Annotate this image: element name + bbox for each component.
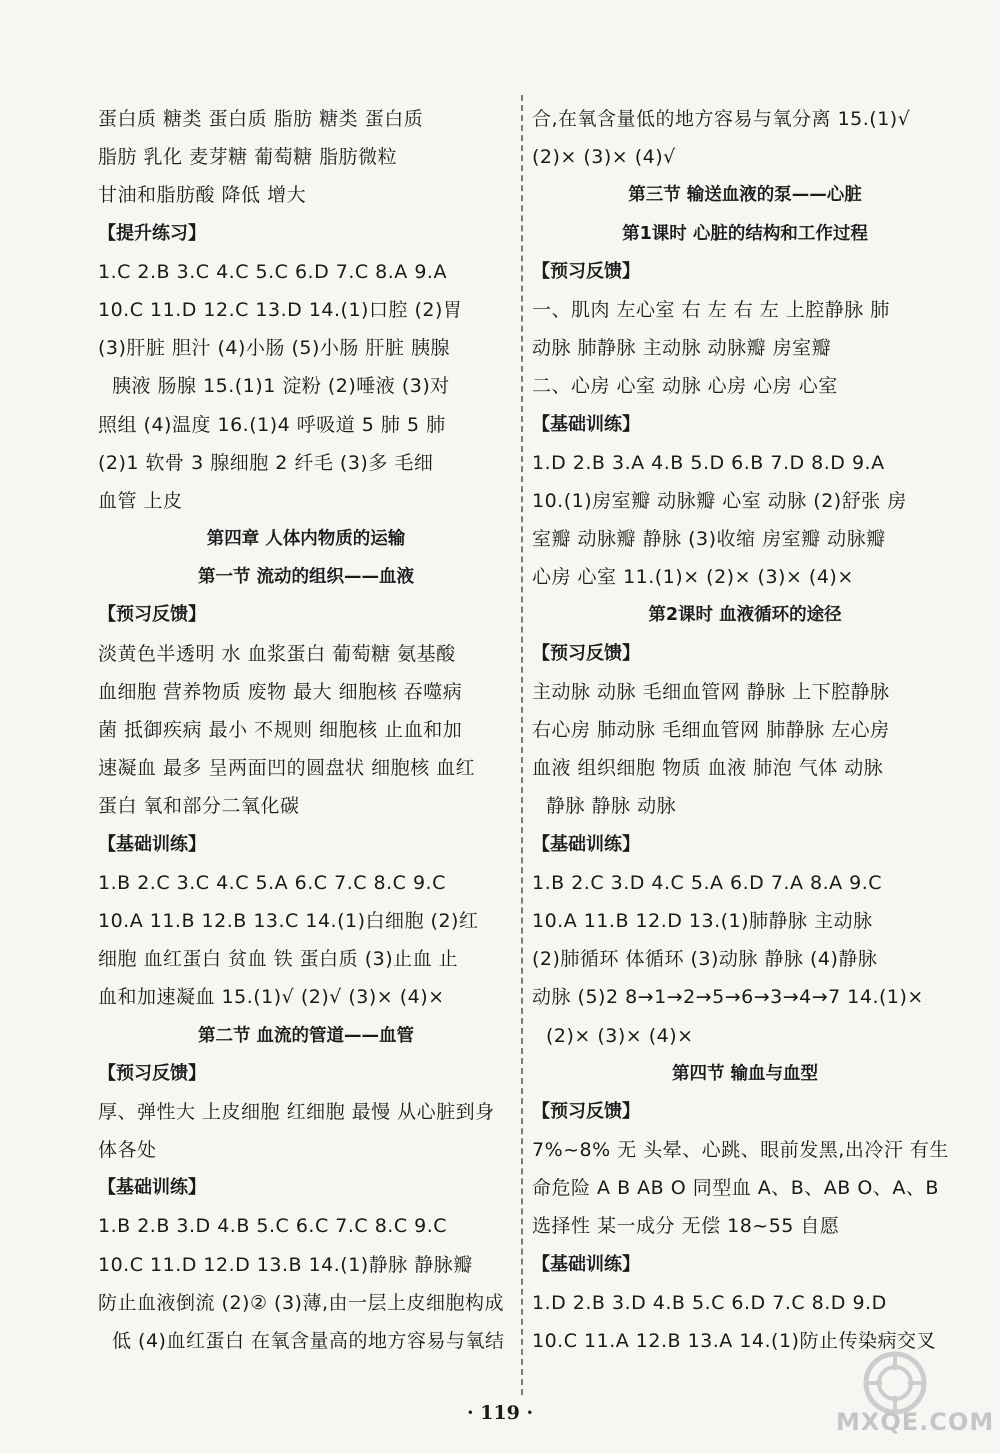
answer-line: 动脉 肺静脉 主动脉 动脉瓣 房室瓣 bbox=[532, 337, 832, 360]
answer-line: 室瓣 动脉瓣 静脉 (3)收缩 房室瓣 动脉瓣 bbox=[532, 528, 886, 551]
answer-line: 血细胞 营养物质 废物 最大 细胞核 吞噬病 bbox=[98, 680, 463, 703]
section-heading: 第四节 输血与血型 bbox=[671, 1063, 819, 1084]
answer-line: 菌 抵御疾病 最小 不规则 细胞核 止血和加 bbox=[98, 719, 463, 741]
answer-line: 合,在氧含量低的地方容易与氧分离 15.(1)√ bbox=[532, 108, 911, 130]
section-heading: 第四章 人体内物质的运输 bbox=[206, 529, 406, 550]
answer-line: 主动脉 动脉 毛细血管网 静脉 上下腔静脉 bbox=[532, 680, 890, 703]
answer-line: 二、心房 心室 动脉 心房 心房 心室 bbox=[532, 375, 838, 398]
section-tag: 【基础训练】 bbox=[532, 413, 640, 435]
answer-line: 10.A 11.B 12.B 13.C 14.(1)白细胞 (2)红 bbox=[98, 909, 479, 932]
answer-line: 静脉 静脉 动脉 bbox=[546, 795, 677, 818]
answer-line: 心房 心室 11.(1)× (2)× (3)× (4)× bbox=[532, 566, 854, 589]
answer-line: 选择性 某一成分 无偿 18~55 自愿 bbox=[532, 1215, 840, 1238]
answer-line: 1.B 2.B 3.D 4.B 5.C 6.C 7.C 8.C 9.C bbox=[98, 1215, 448, 1238]
answer-line: 10.C 11.D 12.C 13.D 14.(1)口腔 (2)胃 bbox=[98, 298, 463, 321]
answer-line: 血液 组织细胞 物质 血液 肺泡 气体 动脉 bbox=[532, 757, 884, 780]
section-heading: 第1课时 心脏的结构和工作过程 bbox=[622, 223, 868, 244]
watermark-text: MXQE.COM bbox=[836, 1408, 995, 1436]
answer-line: 一、肌肉 左心室 右 左 右 左 上腔静脉 肺 bbox=[532, 298, 890, 321]
page-number: · 119 · bbox=[466, 1402, 534, 1424]
section-tag: 【预习反馈】 bbox=[98, 1062, 206, 1084]
answer-line: 胰液 肠腺 15.(1)1 淀粉 (2)唾液 (3)对 bbox=[112, 375, 450, 398]
answer-line: (2)× (3)× (4)× bbox=[546, 1024, 694, 1047]
answer-line: (2)× (3)× (4)√ bbox=[532, 146, 676, 169]
answer-line: 10.(1)房室瓣 动脉瓣 心室 动脉 (2)舒张 房 bbox=[532, 489, 907, 512]
section-tag: 【基础训练】 bbox=[98, 1177, 206, 1199]
section-tag: 【预习反馈】 bbox=[532, 260, 640, 282]
answer-line: 防止血液倒流 (2)② (3)薄,由一层上皮细胞构成 bbox=[98, 1291, 504, 1314]
answer-line: 低 (4)血红蛋白 在氧含量高的地方容易与氧结 bbox=[112, 1330, 505, 1352]
section-tag: 【预习反馈】 bbox=[532, 642, 640, 664]
right-column bbox=[532, 100, 958, 1360]
answer-line: 血管 上皮 bbox=[98, 489, 183, 512]
answer-line: 1.C 2.B 3.C 4.C 5.C 6.D 7.C 8.A 9.A bbox=[98, 260, 447, 283]
answer-line: 1.B 2.C 3.C 4.C 5.A 6.C 7.C 8.C 9.C bbox=[98, 871, 446, 894]
answer-line: 右心房 肺动脉 毛细血管网 肺静脉 左心房 bbox=[532, 719, 890, 741]
answer-line: 蛋白质 糖类 蛋白质 脂肪 糖类 蛋白质 bbox=[98, 108, 424, 130]
answer-line: 命危险 A B AB O 同型血 A、B、AB O、A、B bbox=[532, 1177, 939, 1200]
answer-line: 10.C 11.A 12.B 13.A 14.(1)防止传染病交叉 bbox=[532, 1330, 936, 1352]
section-tag: 【基础训练】 bbox=[98, 833, 206, 855]
section-tag: 【预习反馈】 bbox=[98, 604, 206, 626]
section-heading: 第三节 输送血液的泵——心脏 bbox=[628, 185, 862, 206]
column-divider bbox=[521, 95, 523, 1395]
answer-line: (2)肺循环 体循环 (3)动脉 静脉 (4)静脉 bbox=[532, 948, 878, 971]
answer-line: 蛋白 氧和部分二氧化碳 bbox=[98, 795, 300, 818]
answer-line: 脂肪 乳化 麦芽糖 葡萄糖 脂肪微粒 bbox=[98, 146, 398, 169]
section-tag: 【基础训练】 bbox=[532, 1253, 640, 1275]
answer-line: 1.B 2.C 3.D 4.C 5.A 6.D 7.A 8.A 9.C bbox=[532, 871, 883, 894]
answer-line: 甘油和脂肪酸 降低 增大 bbox=[98, 184, 307, 207]
answer-line: 厚、弹性大 上皮细胞 红细胞 最慢 从心脏到身 bbox=[98, 1100, 495, 1123]
answer-line: 1.D 2.B 3.D 4.B 5.C 6.D 7.C 8.D 9.D bbox=[532, 1291, 887, 1314]
answer-line: 7%~8% 无 头晕、心跳、眼前发黑,出冷汗 有生 bbox=[532, 1139, 949, 1162]
answer-line: 10.C 11.D 12.D 13.B 14.(1)静脉 静脉瓣 bbox=[98, 1253, 473, 1276]
section-heading: 第二节 血流的管道——血管 bbox=[197, 1025, 415, 1046]
section-heading: 第2课时 血液循环的途径 bbox=[648, 605, 842, 626]
watermark-logo-icon bbox=[862, 1350, 928, 1416]
answer-line: 淡黄色半透明 水 血浆蛋白 葡萄糖 氨基酸 bbox=[98, 642, 456, 665]
answer-line: (3)肝脏 胆汁 (4)小肠 (5)小肠 肝脏 胰腺 bbox=[98, 337, 450, 360]
answer-line: (2)1 软骨 3 腺细胞 2 纤毛 (3)多 毛细 bbox=[98, 451, 434, 474]
answer-line: 照组 (4)温度 16.(1)4 呼吸道 5 肺 5 肺 bbox=[98, 413, 446, 436]
answer-line: 1.D 2.B 3.A 4.B 5.D 6.B 7.D 8.D 9.A bbox=[532, 451, 885, 474]
section-tag: 【预习反馈】 bbox=[532, 1100, 640, 1122]
answer-line: 速凝血 最多 呈两面凹的圆盘状 细胞核 血红 bbox=[98, 757, 476, 780]
section-tag: 【基础训练】 bbox=[532, 833, 640, 855]
left-column bbox=[98, 100, 514, 1360]
section-tag: 【提升练习】 bbox=[98, 222, 206, 244]
watermark bbox=[836, 1346, 995, 1446]
answer-line: 细胞 血红蛋白 贫血 铁 蛋白质 (3)止血 止 bbox=[98, 948, 459, 971]
answer-line: 体各处 bbox=[98, 1139, 157, 1162]
answer-line: 10.A 11.B 12.D 13.(1)肺静脉 主动脉 bbox=[532, 909, 873, 932]
answer-line: 动脉 (5)2 8→1→2→5→6→3→4→7 14.(1)× bbox=[532, 986, 924, 1009]
section-heading: 第一节 流动的组织——血液 bbox=[197, 567, 415, 588]
answer-line: 血和加速凝血 15.(1)√ (2)√ (3)× (4)× bbox=[98, 986, 445, 1009]
